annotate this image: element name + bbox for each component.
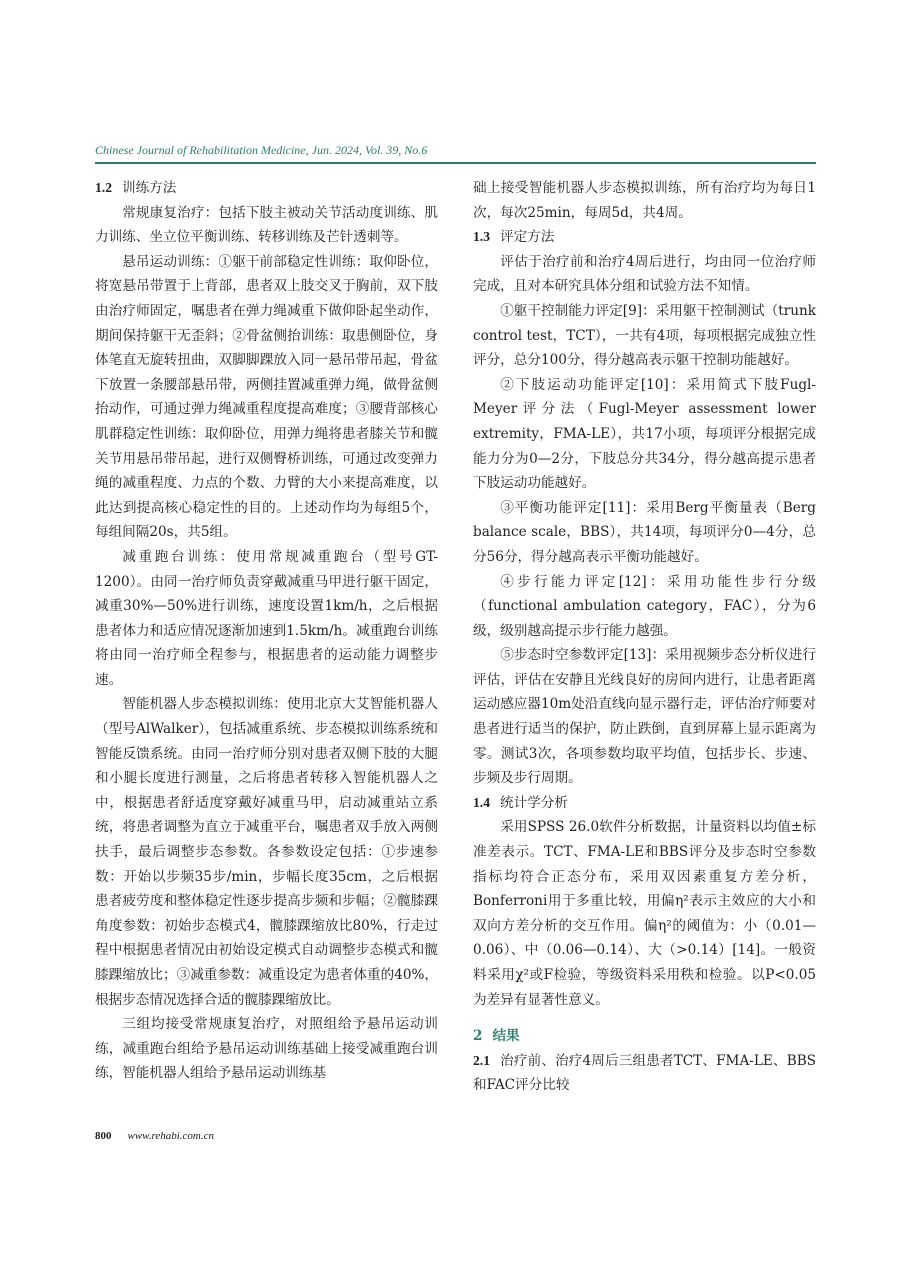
section-title: 治疗前、治疗4周后三组患者TCT、FMA-LE、BBS和FAC评分比较	[473, 1052, 816, 1094]
section-heading-1-2	[95, 176, 438, 201]
section-heading-2-1	[473, 1049, 816, 1098]
section-heading-1-4	[473, 791, 816, 816]
left-column	[95, 176, 438, 1086]
section-number: 1.4	[473, 794, 490, 810]
section-gap	[473, 1012, 816, 1024]
paragraph-evaluation-intro: 评估于治疗前和治疗4周后进行，均由同一位治疗师完成，且对本研究具体分组和试验方法不知情。	[473, 253, 816, 295]
section-title: 结果	[492, 1028, 520, 1045]
section-title: 统计学分析	[500, 794, 568, 811]
paragraph-bbs: ③平衡功能评定[11]：采用Berg平衡量表（Berg balance scale，BBS），共14项，每项评分0—4分，总分56分，得分越高表示平衡功能越好。	[473, 499, 816, 565]
journal-header: Chinese Journal of Rehabilitation Medicine, Jun. 2024, Vol. 39, No.6	[95, 143, 428, 157]
right-column	[473, 176, 816, 1098]
paragraph-sling-training: 悬吊运动训练：①躯干前部稳定性训练：取仰卧位，将宽悬吊带置于上背部，患者双上肢交叉于胸前，双下肢由治疗师固定，嘱患者在弹力绳减重下做仰卧起坐动作，期间保持躯干无歪斜；②骨盆侧抬训练：取患侧卧位，身体笔直无旋转扭曲，双脚脚踝放入同一悬吊带吊起，骨盆下放置一条腰部悬吊带，两侧挂置减重弹力绳，做骨盆侧抬动作，可通过弹力绳减重程度提高难度；③腰背部核心肌群稳定性训练：取仰卧位，用弹力绳将患者膝关节和髋关节用悬吊带吊起，进行双侧臀桥训练，可通过改变弹力绳的减重程度、力点的个数、力臂的大小来提高难度，以此达到提高核心稳定性的目的。上述动作均为每组5个，每组间隔20s，共5组。	[95, 253, 438, 541]
paragraph-routine-rehab: 常规康复治疗：包括下肢主被动关节活动度训练、肌力训练、坐立位平衡训练、转移训练及芒针透刺等。	[95, 204, 438, 246]
section-title: 评定方法	[500, 229, 555, 246]
paragraph-gait-parameters: ⑤步态时空参数评定[13]：采用视频步态分析仪进行评估，评估在安静且光线良好的房间内进行，让患者距离运动感应器10m处沿直线向显示器行走，评估治疗师要对患者进行适当的保护，防止跌倒，直到屏幕上显示距离为零。测试3次，各项参数均取平均值，包括步长、步速、步频及步行周期。	[473, 647, 816, 787]
paragraph-fma-le: ②下肢运动功能评定[10]：采用简式下肢Fugl-Meyer评分法（Fugl-Meyer assessment lower extremity，FMA-LE），共17小项，每项评分根据完成能力分为0—2分，下肢总分共34分，得分越高提示患者下肢运动功能越好。	[473, 376, 816, 492]
section-heading-2	[473, 1024, 816, 1049]
section-number: 1.2	[95, 180, 112, 195]
paragraph-treadmill-training: 减重跑台训练：使用常规减重跑台（型号GT-1200）。由同一治疗师负责穿戴减重马甲进行躯干固定，减重30%—50%进行训练，速度设置1km/h，之后根据患者体力和适应情况逐渐加速到1.5km/h。减重跑台训练将由同一治疗师全程参与，根据患者的运动能力调整步速。	[95, 548, 438, 688]
section-title: 训练方法	[122, 180, 177, 196]
paragraph-tct: ①躯干控制能力评定[9]：采用躯干控制测试（trunk control test，TCT），一共有4项，每项根据完成独立性评分，总分100分，得分越高表示躯干控制功能越好。	[473, 302, 816, 369]
paragraph-groups: 三组均接受常规康复治疗，对照组给予悬吊运动训练，减重跑台组给予悬吊运动训练基础上接受减重跑台训练，智能机器人组给予悬吊运动训练基	[95, 1016, 438, 1082]
section-number: 2.1	[473, 1052, 490, 1068]
paragraph-fac: ④步行能力评定[12]：采用功能性步行分级（functional ambulation category，FAC），分为6级，级别越高提示步行能力越强。	[473, 573, 816, 639]
section-heading-1-3	[473, 225, 816, 250]
page-footer	[95, 1130, 214, 1142]
paragraph-continuation: 础上接受智能机器人步态模拟训练，所有治疗均为每日1次，每次25min，每周5d，共4周。	[473, 180, 816, 221]
header-rule	[95, 162, 816, 164]
page-number: 800	[95, 1130, 112, 1142]
section-number: 1.3	[473, 229, 490, 245]
section-number: 2	[473, 1028, 483, 1045]
paragraph-robot-training: 智能机器人步态模拟训练：使用北京大艾智能机器人（型号AlWalker），包括减重系统、步态模拟训练系统和智能反馈系统。由同一治疗师分别对患者双侧下肢的大腿和小腿长度进行测量，之后将患者转移入智能机器人之中，根据患者舒适度穿戴好减重马甲，启动减重站立系统，将患者调整为直立于减重平台，嘱患者双手放入两侧扶手，最后调整步态参数。各参数设定包括：①步速参数：开始以步频35步/min，步幅长度35cm，之后根据患者疲劳度和整体稳定性逐步提高步频和步幅；②髋膝踝角度参数：初始步态模式4，髋膝踝缩放比80%，行走过程中根据患者情况由初始设定模式自动调整步态模式和髋膝踝缩放比；③减重参数：减重设定为患者体重的40%，根据步态情况选择合适的髋膝踝缩放比。	[95, 696, 438, 1008]
paragraph-statistics: 采用SPSS 26.0软件分析数据，计量资料以均值±标准差表示。TCT、FMA-LE和BBS评分及步态时空参数指标均符合正态分布，采用双因素重复方差分析，Bonferroni用于多重比较，用偏η²表示主效应的大小和双向方差分析的交互作用。偏η²的阈值为：小（0.01—0.06）、中（0.06—0.14）、大（>0.14）[14]。一般资料采用χ²或F检验，等级资料采用秩和检验。以P<0.05为差异有显著性意义。	[473, 819, 816, 1008]
website-link[interactable]: www.rehabi.com.cn	[127, 1130, 214, 1142]
